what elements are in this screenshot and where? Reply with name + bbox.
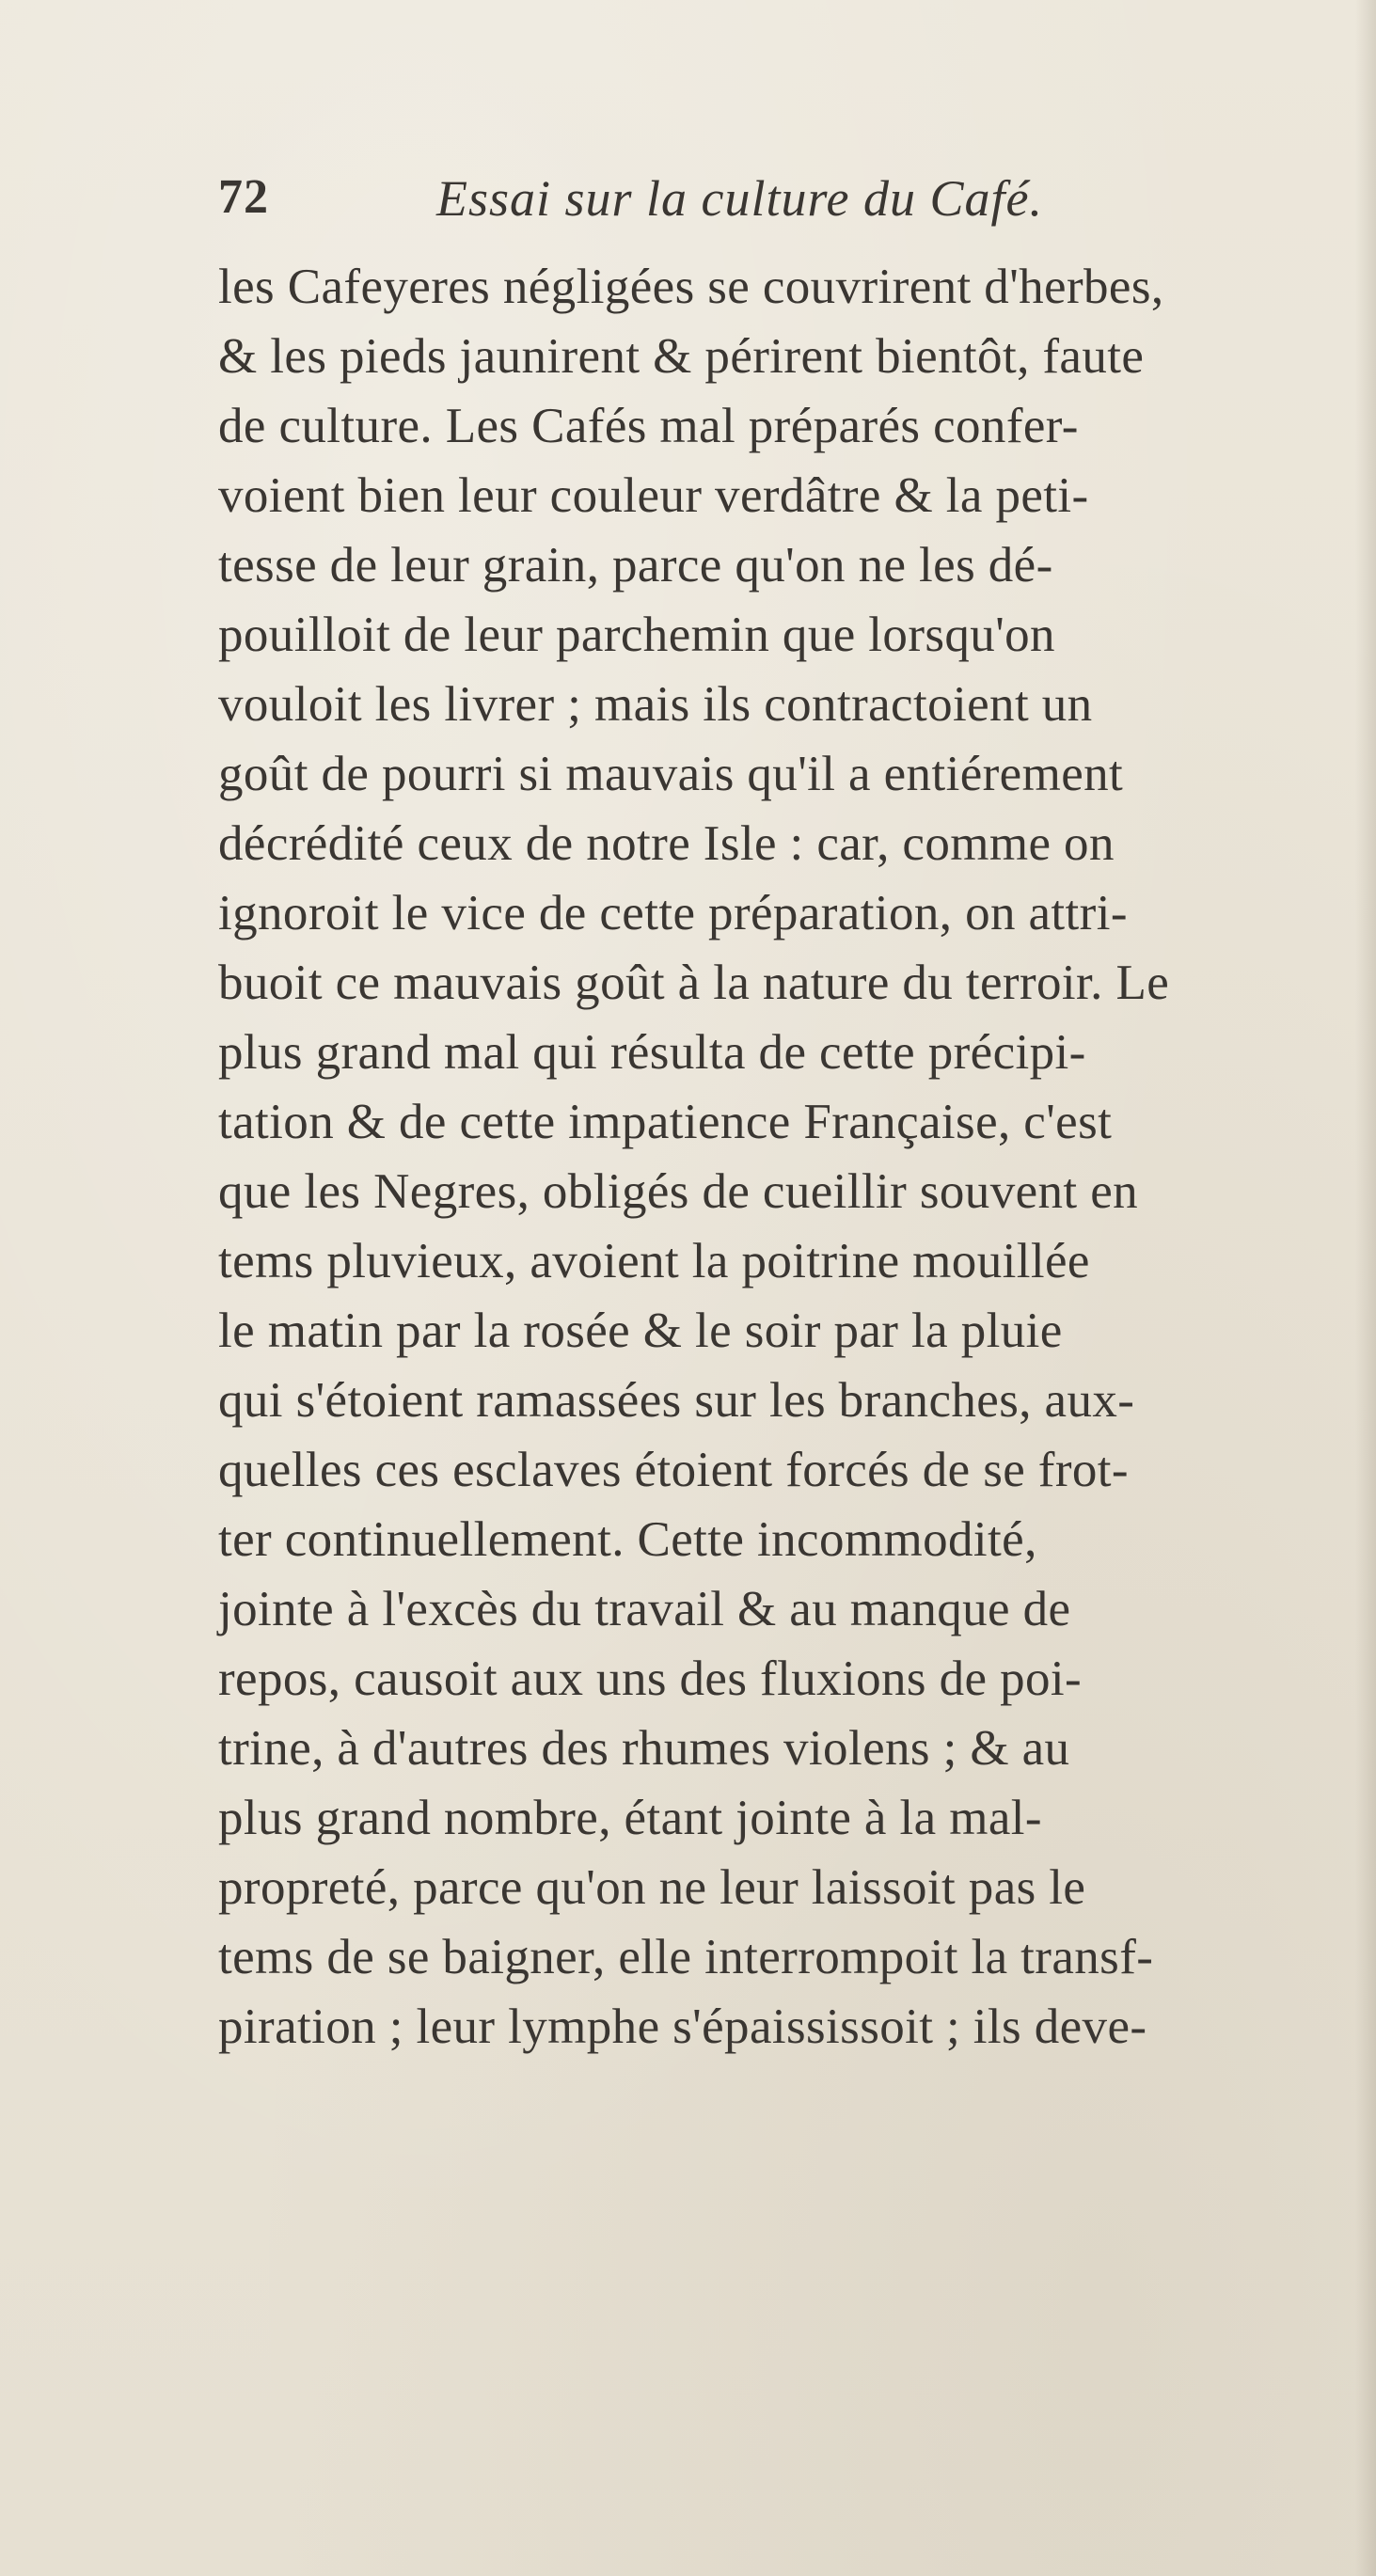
text-line: voient bien leur couleur verdâtre & la peti-: [218, 468, 1089, 523]
text-line: propreté, parce qu'on ne leur laissoit pas le: [218, 1860, 1086, 1915]
text-line: décrédité ceux de notre Isle : car, comme on: [218, 816, 1115, 871]
text-line: pouilloit de leur parchemin que lorsqu'on: [218, 608, 1055, 662]
text-line: ignoroit le vice de cette préparation, on attri-: [218, 886, 1128, 940]
text-line: buoit ce mauvais goût à la nature du terroir. Le: [218, 956, 1170, 1010]
text-line: que les Negres, obligés de cueillir souvent en: [218, 1164, 1139, 1219]
text-line: tems de se baigner, elle interrompoit la transf-: [218, 1930, 1154, 1984]
text-line: les Cafeyeres négligées se couvrirent d'herbes,: [218, 260, 1164, 314]
text-line: & les pieds jaunirent & périrent bientôt, faute: [218, 329, 1145, 384]
text-line: plus grand nombre, étant jointe à la mal-: [218, 1791, 1042, 1845]
text-line: qui s'étoient ramassées sur les branches, aux-: [218, 1373, 1135, 1428]
text-line: vouloit les livrer ; mais ils contractoient un: [218, 677, 1093, 732]
text-line: ter continuellement. Cette incommodité,: [218, 1512, 1037, 1567]
text-line: tesse de leur grain, parce qu'on ne les dé-: [218, 538, 1053, 593]
text-line: goût de pourri si mauvais qu'il a entiérement: [218, 747, 1124, 801]
text-line: tation & de cette impatience Française, c'est: [218, 1095, 1113, 1149]
page-number: 72: [218, 170, 269, 224]
text-line: repos, causoit aux uns des fluxions de poi-: [218, 1651, 1083, 1706]
text-line: le matin par la rosée & le soir par la pluie: [218, 1304, 1063, 1358]
text-line: jointe à l'excès du travail & au manque de: [218, 1582, 1071, 1636]
text-line: plus grand mal qui résulta de cette précipi-: [218, 1025, 1086, 1080]
text-line: tems pluvieux, avoient la poitrine mouillée: [218, 1234, 1090, 1288]
page-edge-shadow: [1355, 0, 1376, 2576]
text-line: de culture. Les Cafés mal préparés confer-: [218, 399, 1079, 453]
body-text: [218, 252, 1347, 2062]
running-title: Essai sur la culture du Café.: [436, 170, 1043, 227]
text-line: quelles ces esclaves étoient forcés de se frot-: [218, 1443, 1129, 1497]
running-head: [218, 169, 1253, 245]
text-line: trine, à d'autres des rhumes violens ; & au: [218, 1721, 1070, 1776]
text-line: piration ; leur lymphe s'épaississoit ; ils deve-: [218, 1999, 1147, 2054]
